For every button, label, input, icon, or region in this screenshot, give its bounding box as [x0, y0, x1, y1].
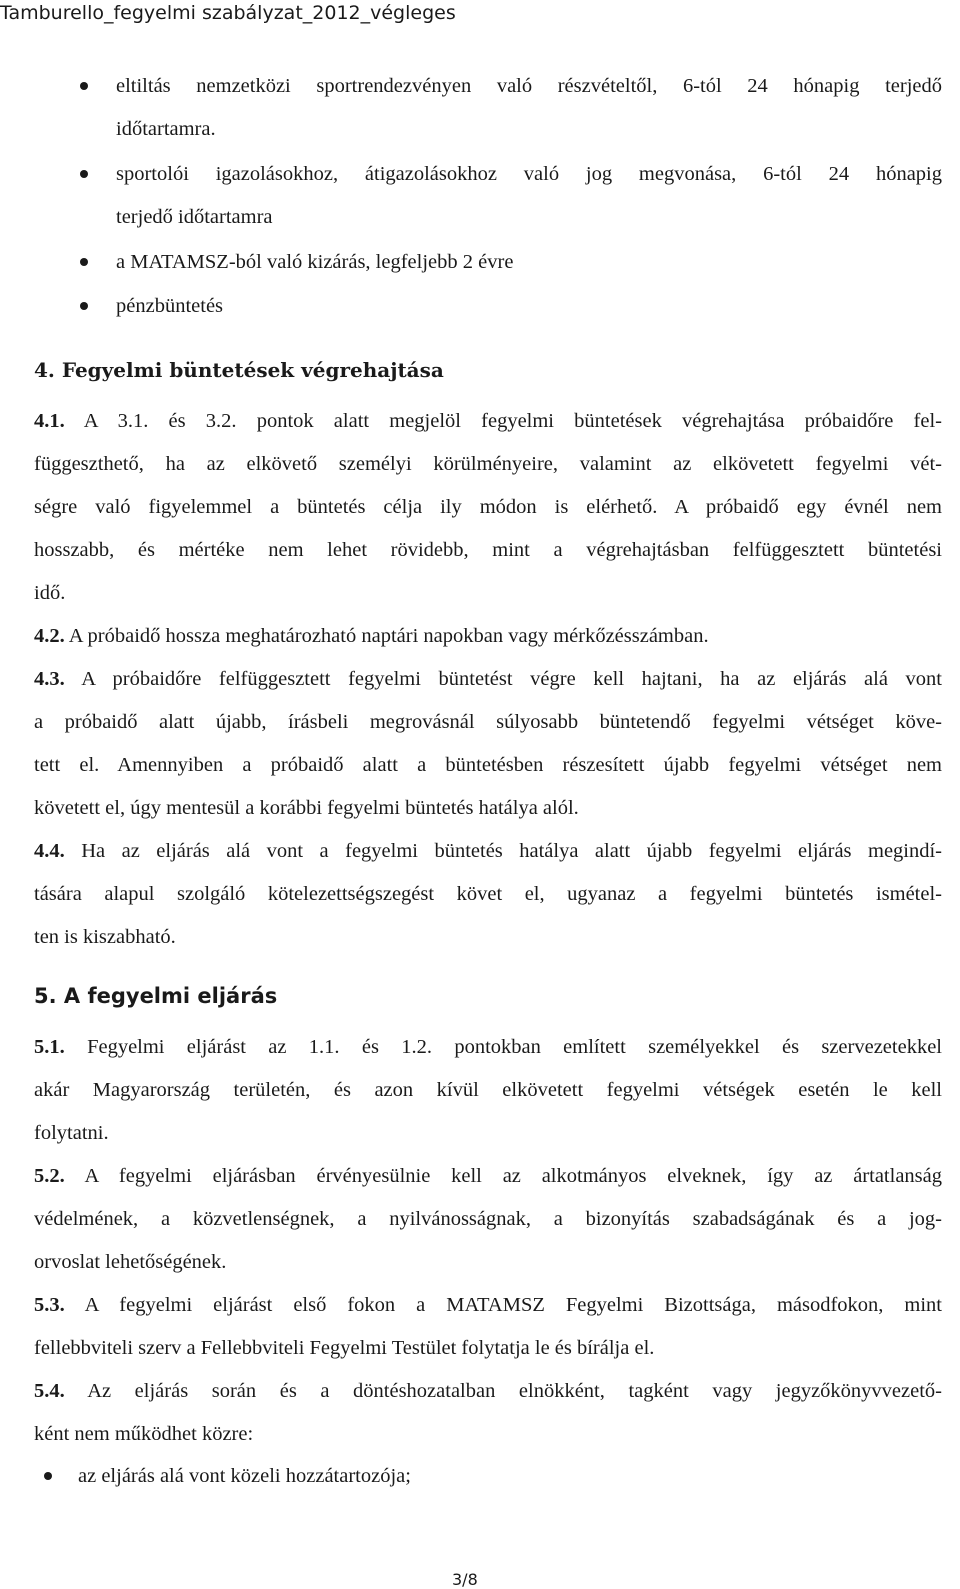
paragraph-text: A próbaidő hossza meghatározható naptári napokban vagy mérkőzésszámban.	[68, 625, 709, 647]
section-4-heading: 4. Fegyelmi büntetések végrehajtása	[34, 358, 444, 382]
paragraph-line: tására alapul szolgáló kötelezettségszegést követ el, ugyanaz a fegyelmi büntetés ismétel-	[34, 883, 942, 905]
paragraph-line: követett el, úgy mentesül a korábbi fegyelmi büntetés hatálya alól.	[34, 797, 579, 819]
paragraph-line: tett el. Amennyiben a próbaidő alatt a büntetésben részesített újabb fegyelmi vétséget nem	[34, 754, 942, 776]
bullet-dot	[80, 82, 88, 90]
bullet-item-line: pénzbüntetés	[116, 295, 224, 317]
bullet-dot	[80, 302, 88, 310]
bullet-dot	[80, 170, 88, 178]
paragraph-line: ségre való figyelemmel a büntetés célja ily módon is elérhető. A próbaidő egy évnél nem	[34, 496, 942, 518]
paragraph-line	[34, 1036, 942, 1059]
paragraph-number: 5.3.	[34, 1294, 65, 1316]
paragraph-text: A 3.1. és 3.2. pontok alatt megjelöl fegyelmi büntetések végrehajtása próbaidőre fel-	[83, 410, 943, 432]
bullet-dot	[44, 1472, 52, 1480]
paragraph-line	[34, 668, 942, 691]
paragraph-line: orvoslat lehetőségének.	[34, 1251, 227, 1273]
paragraph-number: 4.3.	[34, 668, 65, 690]
paragraph-number: 4.2.	[34, 625, 65, 647]
bullet-item-line: az eljárás alá vont közeli hozzátartozója;	[78, 1465, 411, 1487]
paragraph-line: ként nem működhet közre:	[34, 1423, 254, 1445]
paragraph-text: A próbaidőre felfüggesztett fegyelmi büntetést végre kell hajtani, ha az eljárás alá vont	[81, 668, 942, 690]
paragraph-number: 4.1.	[34, 410, 65, 432]
document-title: Tamburello_fegyelmi szabályzat_2012_végleges	[0, 2, 456, 24]
paragraph-4-2	[34, 625, 709, 648]
paragraph-text: Ha az eljárás alá vont a fegyelmi büntetés hatálya alatt újabb fegyelmi eljárás megindí-	[81, 840, 943, 862]
page-number: 3/8	[452, 1570, 478, 1589]
paragraph-text: Fegyelmi eljárást az 1.1. és 1.2. pontokban említett személyekkel és szervezetekkel	[87, 1036, 942, 1058]
paragraph-text: A fegyelmi eljárásban érvényesülnie kell az alkotmányos elveknek, így az ártatlanság	[84, 1165, 942, 1187]
bullet-item-line: terjedő időtartamra	[116, 206, 273, 228]
paragraph-line: védelmének, a közvetlenségnek, a nyilvánosságnak, a bizonyítás szabadságának és a jog-	[34, 1208, 942, 1230]
bullet-item-line: sportolói igazolásokhoz, átigazolásokhoz való jog megvonása, 6-tól 24 hónapig	[116, 163, 942, 185]
paragraph-line	[34, 840, 942, 863]
bullet-item-line: a MATAMSZ-ból való kizárás, legfeljebb 2 évre	[116, 251, 514, 273]
paragraph-number: 5.2.	[34, 1165, 65, 1187]
paragraph-line: a próbaidő alatt újabb, írásbeli megrovásnál súlyosabb büntetendő fegyelmi vétséget köve-	[34, 711, 942, 733]
paragraph-text: Az eljárás során és a döntéshozatalban elnökként, tagként vagy jegyzőkönyvvezető-	[87, 1380, 942, 1402]
paragraph-line: hosszabb, és mértéke nem lehet rövidebb, mint a végrehajtásban felfüggesztett büntetési	[34, 539, 942, 561]
paragraph-line	[34, 1380, 942, 1403]
paragraph-line: folytatni.	[34, 1122, 109, 1144]
section-5-heading: 5. A fegyelmi eljárás	[34, 984, 278, 1008]
bullet-item-line: eltiltás nemzetközi sportrendezvényen való részvételtől, 6-tól 24 hónapig terjedő	[116, 75, 942, 97]
paragraph-line: idő.	[34, 582, 66, 604]
bullet-item-line: időtartamra.	[116, 118, 216, 140]
paragraph-number: 5.1.	[34, 1036, 65, 1058]
paragraph-number: 4.4.	[34, 840, 65, 862]
paragraph-number: 5.4.	[34, 1380, 65, 1402]
bullet-dot	[80, 258, 88, 266]
paragraph-text: A fegyelmi eljárást első fokon a MATAMSZ Fegyelmi Bizottsága, másodfokon, mint	[84, 1294, 943, 1316]
paragraph-line: függeszthető, ha az elkövető személyi körülményeire, valamint az elkövetett fegyelmi vét-	[34, 453, 942, 475]
paragraph-line	[34, 410, 942, 433]
paragraph-line: ten is kiszabható.	[34, 926, 176, 948]
paragraph-line: fellebbviteli szerv a Fellebbviteli Fegyelmi Testület folytatja le és bírálja el.	[34, 1337, 655, 1359]
paragraph-line	[34, 1165, 942, 1188]
paragraph-line: akár Magyarország területén, és azon kívül elkövetett fegyelmi vétségek esetén le kell	[34, 1079, 942, 1101]
paragraph-line	[34, 1294, 942, 1317]
